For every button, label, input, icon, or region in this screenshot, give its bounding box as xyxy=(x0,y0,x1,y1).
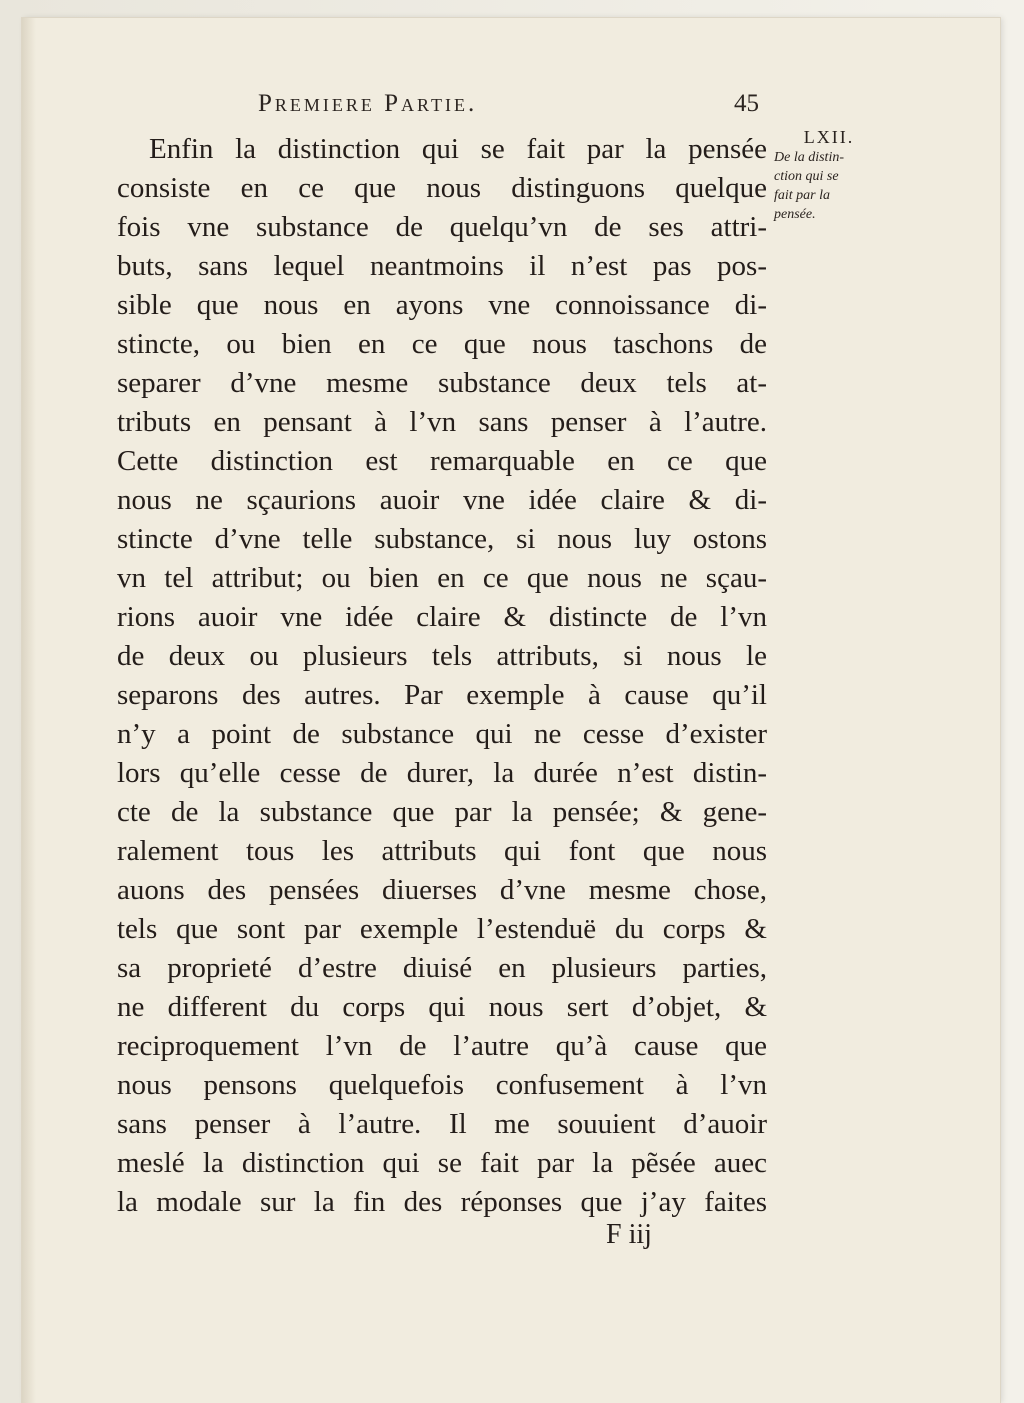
text-line: stincte, ou bien en ce que nous taschons de xyxy=(117,328,767,360)
text-line: nous ne sçaurions auoir vne idée claire & di- xyxy=(117,484,767,516)
text-line: buts, sans lequel neantmoins il n’est pas pos- xyxy=(117,250,767,282)
margin-note-line: pensée. xyxy=(774,207,816,222)
text-line: cte de la substance que par la pensée; & gene- xyxy=(117,796,767,828)
text-line: sa proprieté d’estre diuisé en plusieurs parties, xyxy=(117,952,767,984)
text-line: de deux ou plusieurs tels attributs, si nous le xyxy=(117,640,767,672)
text-line: sible que nous en ayons vne connoissance di- xyxy=(117,289,767,321)
main-text xyxy=(117,130,767,1222)
page-header xyxy=(258,90,778,124)
text-line: Cette distinction est remarquable en ce que xyxy=(117,445,767,477)
text-line: ne different du corps qui nous sert d’objet, & xyxy=(117,991,767,1023)
page-number: 45 xyxy=(734,90,759,117)
text-line: auons des pensées diuerses d’vne mesme chose, xyxy=(117,874,767,906)
running-title: Premiere Partie. xyxy=(258,90,478,117)
margin-note-numeral: LXII. xyxy=(803,127,855,147)
text-line: stincte d’vne telle substance, si nous luy ostons xyxy=(117,523,767,555)
text-line: tributs en pensant à l’vn sans penser à l’autre. xyxy=(117,406,767,438)
text-line: separons des autres. Par exemple à cause qu’il xyxy=(117,679,767,711)
text-line: rions auoir vne idée claire & distincte de l’vn xyxy=(117,601,767,633)
signature-mark: F iij xyxy=(606,1219,652,1250)
margin-note-line: ction qui se xyxy=(774,169,839,184)
text-line: nous pensons quelquefois confusement à l’vn xyxy=(117,1069,767,1101)
text-line: fois vne substance de quelqu’vn de ses attri- xyxy=(117,211,767,243)
text-line: lors qu’elle cesse de durer, la durée n’est distin- xyxy=(117,757,767,789)
text-line: la modale sur la fin des réponses que j’ay faites xyxy=(117,1186,767,1218)
text-line: n’y a point de substance qui ne cesse d’exister xyxy=(117,718,767,750)
margin-note-line: De la distin- xyxy=(774,150,844,165)
margin-note-line: fait par la xyxy=(774,188,831,203)
margin-note xyxy=(774,127,884,224)
text-line: Enfin la distinction qui se fait par la pensée xyxy=(149,133,767,165)
text-line: meslé la distinction qui se fait par la pẽsée auec xyxy=(117,1147,767,1179)
text-line: separer d’vne mesme substance deux tels at- xyxy=(117,367,767,399)
text-line: sans penser à l’autre. Il me souuient d’auoir xyxy=(117,1108,767,1140)
text-line: tels que sont par exemple l’estenduë du corps & xyxy=(117,913,767,945)
text-line: reciproquement l’vn de l’autre qu’à cause que xyxy=(117,1030,767,1062)
page-gutter-shadow xyxy=(22,18,36,1403)
text-line: consiste en ce que nous distinguons quelque xyxy=(117,172,767,204)
text-line: ralement tous les attributs qui font que nous xyxy=(117,835,767,867)
text-line: vn tel attribut; ou bien en ce que nous ne sçau- xyxy=(117,562,767,594)
